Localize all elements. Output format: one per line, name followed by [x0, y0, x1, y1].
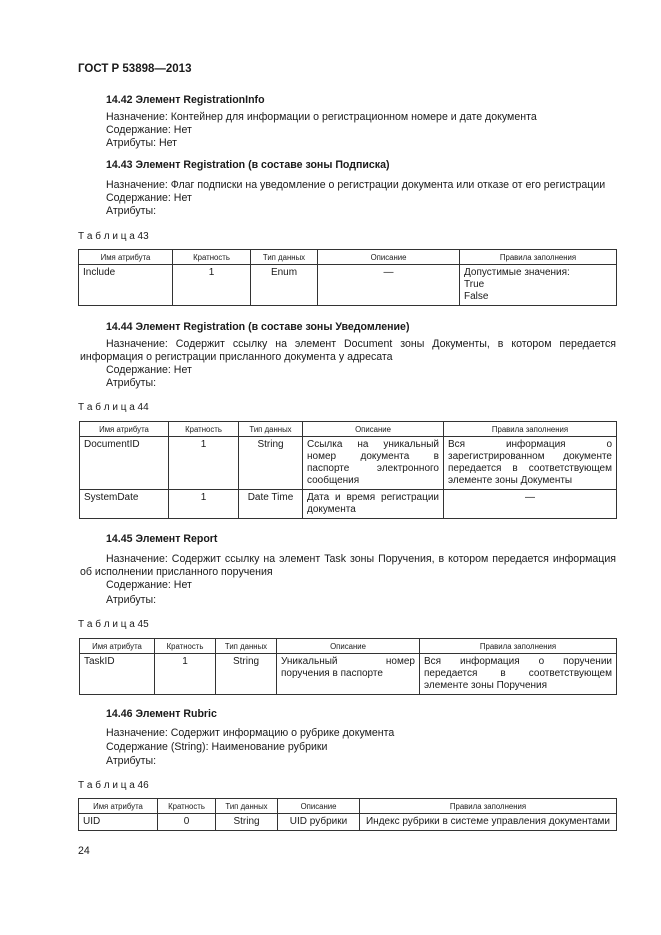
rule-line: False	[464, 291, 489, 302]
table-header-row	[79, 250, 617, 265]
cell-mult: 1	[155, 654, 216, 695]
section-content: Содержание: Нет	[106, 192, 192, 204]
col-header-rules: Правила заполнения	[444, 422, 617, 437]
cell-type: String	[216, 654, 277, 695]
section-attributes: Атрибуты:	[106, 755, 157, 767]
cell-desc: Уникальный номер поручения в паспорте	[277, 654, 420, 695]
section-title-14-45: 14.45 Элемент Report	[106, 533, 218, 545]
col-header-mult: Кратность	[158, 799, 216, 814]
col-header-mult: Кратность	[155, 639, 216, 654]
rule-line: True	[464, 279, 485, 290]
section-attributes: Атрибуты:	[106, 377, 157, 389]
cell-type: String	[216, 814, 278, 831]
col-header-mult: Кратность	[173, 250, 251, 265]
cell-rules: —	[444, 490, 617, 519]
table-caption-45: Т а б л и ц а 45	[78, 619, 149, 630]
col-header-type: Тип данных	[216, 639, 277, 654]
col-header-name: Имя атрибута	[80, 422, 169, 437]
cell-desc: —	[318, 265, 460, 306]
cell-name: UID	[79, 814, 158, 831]
table-caption-46: Т а б л и ц а 46	[78, 780, 149, 791]
table-row	[80, 437, 617, 490]
col-header-name: Имя атрибута	[80, 639, 155, 654]
col-header-mult: Кратность	[169, 422, 239, 437]
table-45	[79, 638, 617, 695]
section-title-14-46: 14.46 Элемент Rubric	[106, 708, 217, 720]
section-title-14-44: 14.44 Элемент Registration (в составе зоны Уведомление)	[106, 321, 410, 333]
cell-desc: Дата и время регистрации документа	[303, 490, 444, 519]
table-43	[78, 249, 617, 306]
table-row	[79, 814, 617, 831]
cell-name: SystemDate	[80, 490, 169, 519]
table-46	[78, 798, 617, 831]
cell-name: TaskID	[80, 654, 155, 695]
section-content: Содержание (String): Наименование рубрики	[106, 741, 328, 753]
cell-rules: Индекс рубрики в системе управления документами	[360, 814, 617, 831]
section-purpose: Назначение: Содержит ссылку на элемент Document зоны Документы, в котором передается информация о регистрации присланного документа у адресата	[80, 338, 616, 363]
cell-type: Enum	[251, 265, 318, 306]
col-header-rules: Правила заполнения	[460, 250, 617, 265]
table-header-row	[79, 799, 617, 814]
cell-rules: Вся информация о зарегистрированном документе передается в соответствующем элементе зоны Документы	[444, 437, 617, 490]
section-content: Содержание: Нет	[106, 579, 192, 591]
cell-desc: Ссылка на уникальный номер документа в паспорте электронного сообщения	[303, 437, 444, 490]
table-44	[79, 421, 617, 519]
table-header-row	[80, 422, 617, 437]
section-content: Содержание: Нет	[106, 124, 192, 136]
section-attributes: Атрибуты:	[106, 205, 157, 217]
section-title-14-43: 14.43 Элемент Registration (в составе зоны Подписка)	[106, 159, 390, 171]
section-purpose: Назначение: Контейнер для информации о регистрационном номере и дате документа	[106, 111, 537, 123]
col-header-desc: Описание	[303, 422, 444, 437]
cell-type: String	[239, 437, 303, 490]
section-content: Содержание: Нет	[106, 364, 192, 376]
cell-mult: 1	[169, 437, 239, 490]
section-purpose: Назначение: Содержит информацию о рубрике документа	[106, 727, 395, 739]
col-header-desc: Описание	[277, 639, 420, 654]
cell-rules	[460, 265, 617, 306]
col-header-type: Тип данных	[251, 250, 318, 265]
table-row	[80, 654, 617, 695]
col-header-type: Тип данных	[239, 422, 303, 437]
cell-mult: 1	[169, 490, 239, 519]
cell-type: Date Time	[239, 490, 303, 519]
cell-rules: Вся информация о поручении передается в соответствующем элементе зоны Поручения	[420, 654, 617, 695]
cell-desc: UID рубрики	[278, 814, 360, 831]
col-header-rules: Правила заполнения	[360, 799, 617, 814]
cell-mult: 1	[173, 265, 251, 306]
section-purpose: Назначение: Содержит ссылку на элемент Task зоны Поручения, в котором передается информация об исполнении присланного поручения	[80, 553, 616, 578]
col-header-desc: Описание	[318, 250, 460, 265]
table-header-row	[80, 639, 617, 654]
document-header: ГОСТ Р 53898—2013	[78, 63, 192, 75]
table-row	[79, 265, 617, 306]
rule-line: Допустимые значения:	[464, 267, 570, 278]
cell-mult: 0	[158, 814, 216, 831]
page-number: 24	[78, 845, 90, 857]
col-header-type: Тип данных	[216, 799, 278, 814]
col-header-name: Имя атрибута	[79, 799, 158, 814]
section-attributes: Атрибуты:	[106, 594, 157, 606]
col-header-name: Имя атрибута	[79, 250, 173, 265]
col-header-rules: Правила заполнения	[420, 639, 617, 654]
section-purpose: Назначение: Флаг подписки на уведомление о регистрации документа или отказе от его регистрации	[106, 179, 606, 191]
cell-name: Include	[79, 265, 173, 306]
table-caption-43: Т а б л и ц а 43	[78, 231, 149, 242]
section-title-14-42: 14.42 Элемент RegistrationInfo	[106, 94, 265, 106]
col-header-desc: Описание	[278, 799, 360, 814]
table-caption-44: Т а б л и ц а 44	[78, 402, 149, 413]
cell-name: DocumentID	[80, 437, 169, 490]
section-attributes: Атрибуты: Нет	[106, 137, 178, 149]
table-row	[80, 490, 617, 519]
